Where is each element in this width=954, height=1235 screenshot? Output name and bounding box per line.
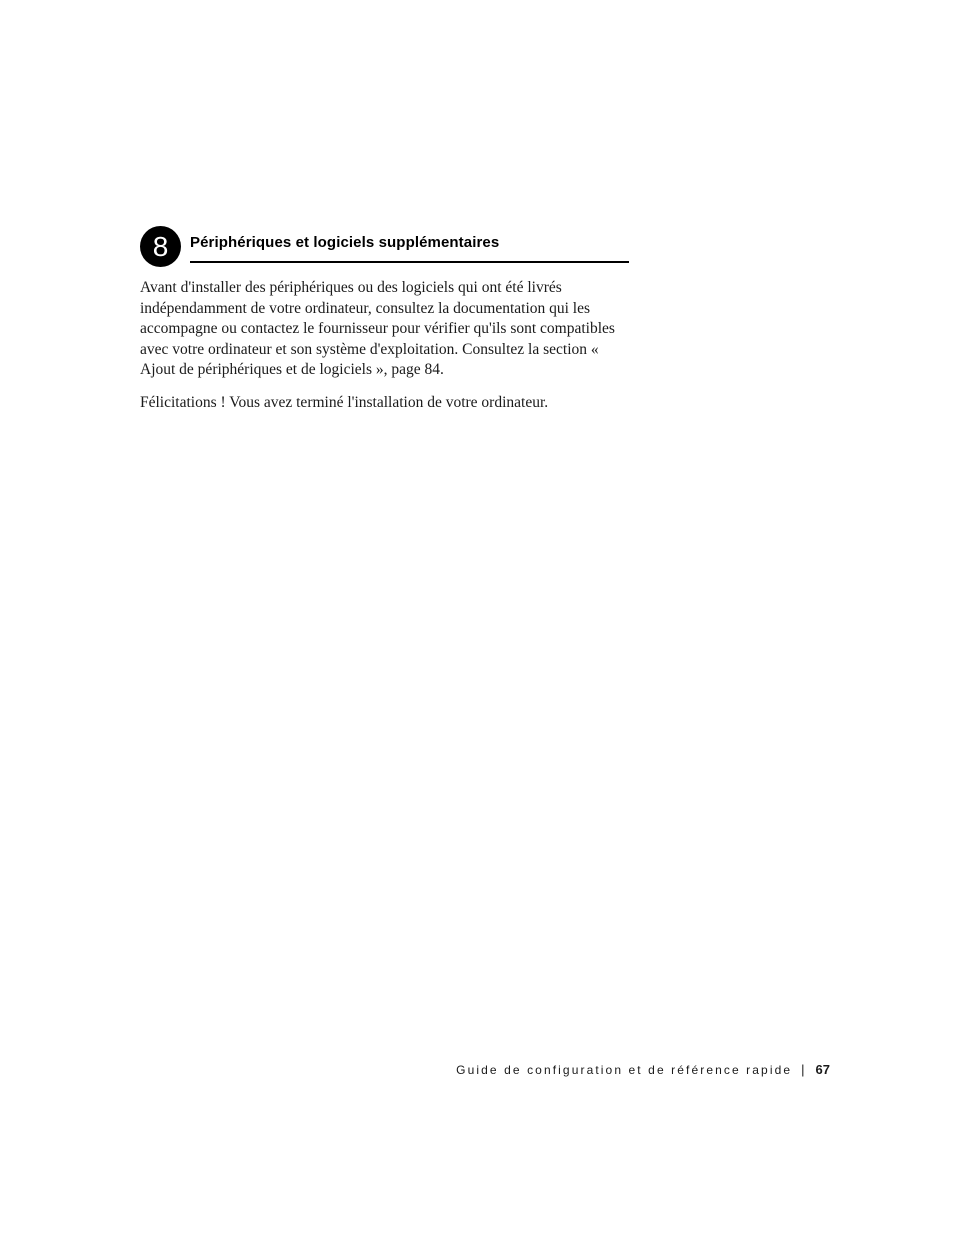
page-footer bbox=[400, 1061, 830, 1079]
step-header bbox=[140, 226, 629, 266]
body-paragraph: Avant d'installer des périphériques ou des logiciels qui ont été livrés indépendamment de votre ordinateur, consultez la documentation qui les accompagne ou contactez le fournisseur pour vérifier qu'ils sont compatibles avec votre ordinateur et son système d'exploitation. Consultez la section « Ajout de périphériques et de logiciels », page 84. bbox=[140, 279, 615, 378]
page-number: 67 bbox=[815, 1062, 830, 1077]
body-paragraph: Félicitations ! Vous avez terminé l'installation de votre ordinateur. bbox=[140, 393, 549, 411]
step-number-badge: 8 bbox=[140, 226, 181, 267]
step-title: Périphériques et logiciels supplémentaires bbox=[190, 234, 629, 263]
footer-separator: | bbox=[801, 1062, 805, 1077]
footer-guide-title: Guide de configuration et de référence rapide bbox=[456, 1063, 793, 1077]
step-section bbox=[140, 226, 629, 413]
